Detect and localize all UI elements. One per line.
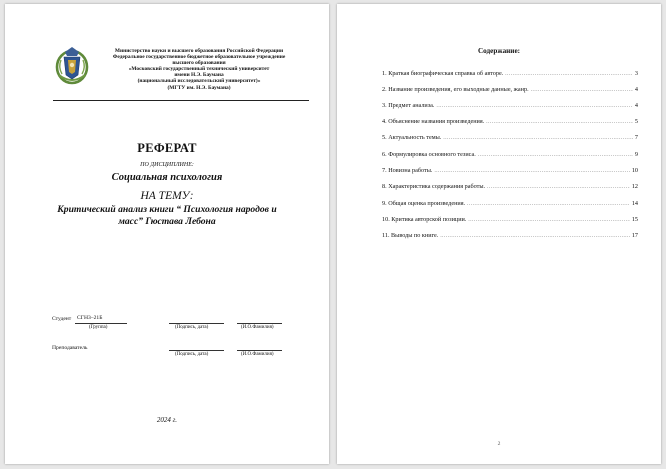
toc-entry-page: 12 — [631, 183, 638, 190]
student-signature-line — [169, 323, 224, 324]
teacher-name-line — [237, 350, 282, 351]
toc-leader — [531, 88, 633, 93]
contents-page — [337, 4, 661, 464]
toc-entry-page: 17 — [631, 232, 638, 239]
toc-entry-text: 9. Общая оценка произведения. — [382, 200, 466, 207]
theme-label: НА ТЕМУ: — [140, 190, 194, 202]
toc-leader — [434, 169, 629, 174]
toc-leader — [467, 202, 630, 207]
toc-entry[interactable] — [382, 200, 638, 207]
group-line — [75, 323, 127, 324]
toc-entry-text: 6. Формулировка основного тезиса. — [382, 151, 476, 158]
toc-entry[interactable] — [382, 151, 638, 158]
toc-entry-text: 10. Критика авторской позиции. — [382, 216, 467, 223]
title-page — [5, 4, 329, 464]
group-caption: (Группа) — [89, 325, 108, 330]
toc-entry-text: 7. Новизна работы. — [382, 167, 433, 174]
student-group: СГН3–21Б — [77, 315, 103, 321]
toc-entry-page: 7 — [634, 134, 638, 141]
teacher-signature-caption: (Подпись, дата) — [175, 352, 209, 357]
teacher-signature-line — [169, 350, 224, 351]
discipline-label: ПО ДИСЦИПЛИНЕ: — [140, 162, 194, 168]
toc-entry-text: 2. Название произведения, его выходные данные, жанр. — [382, 86, 529, 93]
toc-entry[interactable] — [382, 86, 638, 93]
toc-entry-page: 15 — [631, 216, 638, 223]
toc-entry-text: 11. Выводы по книге. — [382, 232, 439, 239]
organization-header — [95, 48, 303, 91]
toc-entry-page: 4 — [634, 86, 638, 93]
toc-entry-text: 3. Предмет анализа. — [382, 102, 435, 109]
org-line: «Московский государственный технический университет — [128, 66, 270, 73]
toc-leader — [505, 72, 633, 77]
org-line: (МГТУ им. Н.Э. Баумана) — [167, 84, 231, 91]
toc-leader — [487, 185, 630, 190]
toc-leader — [436, 104, 632, 109]
toc-entry[interactable] — [382, 102, 638, 109]
student-name-line — [237, 323, 282, 324]
toc-entry-page: 14 — [631, 200, 638, 207]
org-line: имени Н.Э. Баумана — [174, 72, 224, 79]
toc-entry[interactable] — [382, 183, 638, 190]
contents-title: Содержание: — [477, 47, 521, 55]
toc-leader — [486, 120, 633, 125]
toc-entry[interactable] — [382, 70, 638, 77]
org-line: Федеральное государственное бюджетное образовательное учреждение — [112, 54, 286, 61]
student-label: Студент — [52, 316, 72, 322]
discipline-name: Социальная психология — [111, 172, 223, 183]
teacher-name-caption: (И.О.Фамилия) — [241, 352, 274, 357]
header-divider — [53, 100, 309, 101]
teacher-label: Преподаватель — [52, 345, 88, 351]
toc-entry[interactable] — [382, 118, 638, 125]
toc-entry[interactable] — [382, 232, 638, 239]
document-type-title: РЕФЕРАТ — [137, 141, 197, 155]
toc-entry-text: 8. Характеристика содержания работы. — [382, 183, 486, 190]
toc-entry[interactable] — [382, 134, 638, 141]
university-emblem-icon — [53, 45, 91, 85]
toc-entry-page: 3 — [634, 70, 638, 77]
essay-topic: Критический анализ книги “ Психология народов и масс” Гюстава Лебона — [57, 204, 277, 227]
org-line: высшего образования — [172, 60, 226, 67]
toc-entry-text: 4. Объяснение названия произведения. — [382, 118, 485, 125]
toc-entry[interactable] — [382, 167, 638, 174]
org-line: (национальный исследовательский университет)» — [137, 78, 261, 85]
toc-leader — [443, 136, 633, 141]
page-number: 2 — [497, 441, 501, 447]
toc-leader — [440, 234, 630, 239]
toc-entry[interactable] — [382, 216, 638, 223]
toc-entry-page: 5 — [634, 118, 638, 125]
toc-leader — [478, 153, 633, 158]
year: 2024 г. — [156, 416, 178, 424]
toc-entry-page: 4 — [634, 102, 638, 109]
toc-entry-page: 9 — [634, 151, 638, 158]
toc-entry-text: 1. Краткая биографическая справка об авторе. — [382, 70, 504, 77]
org-line: Министерство науки и высшего образования Российской Федерации — [114, 48, 284, 54]
toc-leader — [468, 218, 629, 223]
toc-entry-text: 5. Актуальность темы. — [382, 134, 442, 141]
toc-entry-page: 10 — [631, 167, 638, 174]
student-name-caption: (И.О.Фамилия) — [241, 325, 274, 330]
student-signature-caption: (Подпись, дата) — [175, 325, 209, 330]
